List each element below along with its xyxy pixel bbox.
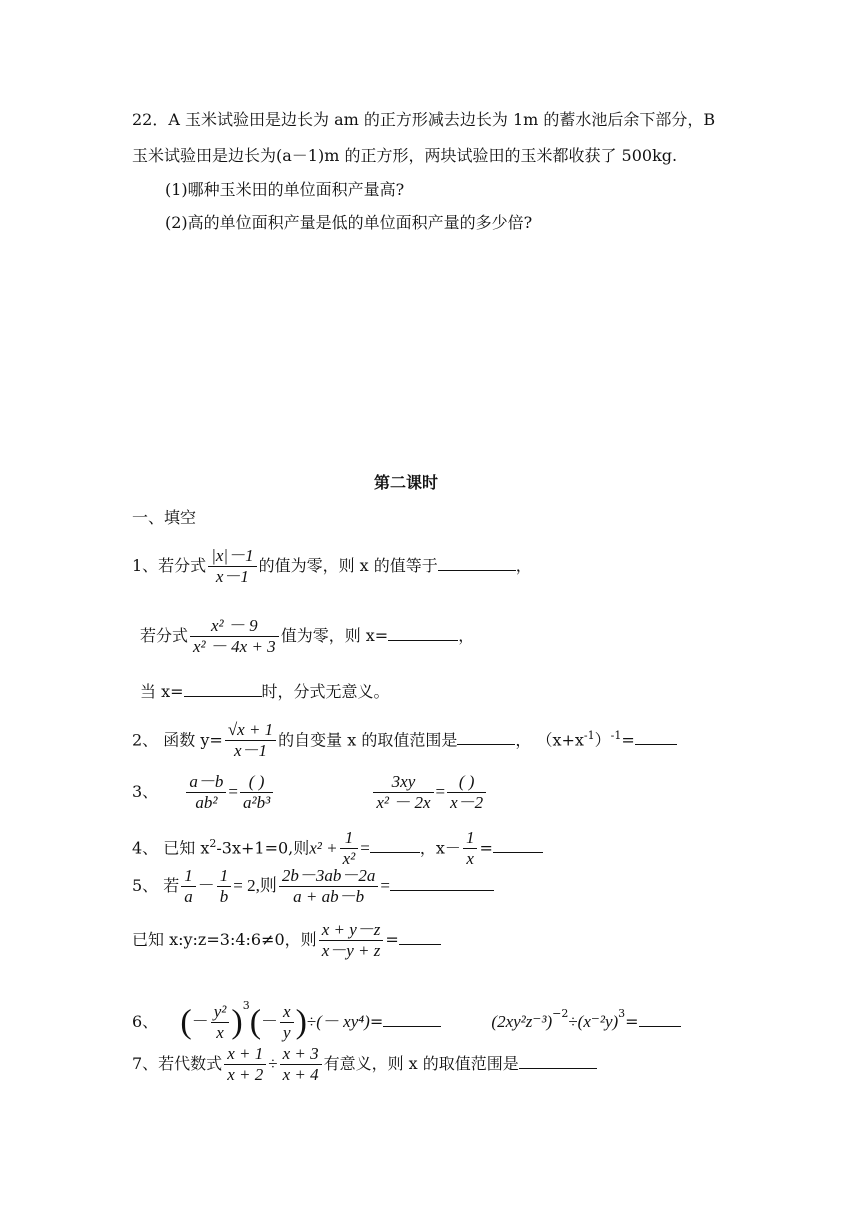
q6-f2-denominator: y xyxy=(283,1023,291,1042)
q7-line xyxy=(132,1042,597,1086)
q6-fraction1 xyxy=(211,1002,230,1043)
q4-f-denominator: x² xyxy=(342,849,356,869)
q3-f3-denominator: x² － 2x xyxy=(376,793,431,812)
q5b-answer-blank[interactable] xyxy=(399,928,441,945)
q5-denominator: a + ab－b xyxy=(293,887,365,906)
problem-22-question1: (1)哪种玉米田的单位面积产量高? xyxy=(165,180,405,199)
q7-prefix: 7、若代数式 xyxy=(132,1054,223,1073)
q4-eq2: = xyxy=(479,838,493,858)
q5-numerator: 2b－3ab－2a xyxy=(279,866,379,887)
q3-f1-denominator: ab² xyxy=(195,793,218,812)
q3-fraction4 xyxy=(447,772,486,813)
problem-22-question2: (2)高的单位面积产量是低的单位面积产量的多少倍? xyxy=(165,213,533,232)
q6-minus: － xyxy=(191,1012,209,1031)
q3-f1-numerator: a－b xyxy=(186,772,226,793)
q5-minus: － xyxy=(197,876,215,895)
q4-expr2: x－ xyxy=(435,838,461,858)
problem-22-line1: 22．A 玉米试验田是边长为 am 的正方形减去边长为 1m 的蓄水池后余下部分，B xyxy=(132,110,716,129)
q6-eq2: = xyxy=(625,1012,639,1031)
q5b-line xyxy=(132,918,441,962)
q2-fraction xyxy=(225,720,276,761)
q5-answer-blank[interactable] xyxy=(390,874,494,891)
q4-mid: -3x+1=0,则 xyxy=(216,838,310,858)
q1-numerator: |x|－1 xyxy=(208,546,256,567)
q1-answer-blank3[interactable] xyxy=(184,680,262,697)
q6-f1-numerator: y² xyxy=(211,1002,230,1023)
q1-suffix: 的值为零，则 x 的值等于 xyxy=(258,556,438,575)
q5b-prefix: 已知 x:y:z=3:4:6≠0，则 xyxy=(132,930,317,949)
q1-fraction2 xyxy=(190,616,279,657)
q1-denominator2: x² － 4x + 3 xyxy=(193,637,276,656)
q1-answer-blank2[interactable] xyxy=(388,624,458,641)
q4-eq: = xyxy=(360,838,370,858)
q2-mid: ， （x+x xyxy=(515,730,584,750)
q6-f2-numerator: x xyxy=(280,1002,294,1023)
q1-numerator2: x² － 9 xyxy=(190,616,279,637)
q6-label: 6、 xyxy=(132,1012,159,1031)
q3-fraction3 xyxy=(373,772,433,813)
q3-fraction2 xyxy=(240,772,273,813)
q2-exp2: -1 xyxy=(610,729,622,742)
q7-f2-denominator: x + 4 xyxy=(282,1065,319,1084)
q6-expr2: (2xy²z⁻³) xyxy=(491,1012,553,1031)
q7-answer-blank[interactable] xyxy=(519,1052,597,1069)
q2-eq: = xyxy=(621,730,635,750)
q1-answer-blank[interactable] xyxy=(438,554,516,571)
section-heading-fill: 一、填空 xyxy=(132,508,197,527)
q6-eq: = xyxy=(369,1012,384,1031)
q1-line2-end: ， xyxy=(458,626,475,645)
q3-fraction1 xyxy=(186,772,226,813)
q1-end: ， xyxy=(515,556,532,575)
q6-answer-blank[interactable] xyxy=(383,1010,441,1027)
q6-div: ÷ xyxy=(306,1012,317,1031)
q1-line2-suffix: 值为零，则 x= xyxy=(280,626,389,645)
q5b-denominator: x－y + z xyxy=(321,941,381,960)
q5-a-denominator: a xyxy=(184,887,193,906)
q1-line3-prefix: 当 x= xyxy=(140,682,184,701)
q4-answer-blank2[interactable] xyxy=(493,836,543,853)
q2-answer-blank2[interactable] xyxy=(635,728,677,745)
q5b-eq: = xyxy=(385,930,399,949)
q6-exp-neg2: −2 xyxy=(552,1007,569,1020)
q5-frac-b xyxy=(217,866,232,907)
q7-f2-numerator: x + 3 xyxy=(280,1044,322,1065)
q3-f2-numerator: ( ) xyxy=(240,772,273,793)
q1-line2-prefix: 若分式 xyxy=(140,626,189,645)
q7-f1-denominator: x + 2 xyxy=(227,1065,264,1084)
q6-term2: (x⁻²y) xyxy=(577,1012,619,1031)
q3-eq1: = xyxy=(228,782,238,801)
q5-b-denominator: b xyxy=(219,887,229,906)
q4-answer-blank[interactable] xyxy=(370,836,420,853)
q6-exp3: 3 xyxy=(242,999,250,1012)
q6-line: 6、 (－ $\frac{\text{y²}}{x}$ )$^3$(－ $\frac{x}{y}$ )÷(－ $xy^4)= (2xy^2z^{-3})^{-2}\div(x^{-2}y)^3=$ xyxy=(132,984,681,1045)
q2-line xyxy=(132,714,677,762)
q2-denominator: x－1 xyxy=(233,741,268,761)
q6-f1-denominator: x xyxy=(216,1023,224,1042)
q3-eq2: = xyxy=(435,782,446,801)
q3-f4-numerator: ( ) xyxy=(447,772,486,793)
q4-f2-numerator: 1 xyxy=(463,828,478,849)
q6-fraction2 xyxy=(280,1002,294,1043)
q7-suffix: 有意义，则 x 的取值范围是 xyxy=(323,1054,519,1073)
q6-minus2: － xyxy=(261,1012,279,1031)
q2-prefix: 2、 函数 y= xyxy=(132,730,223,750)
q4-prefix: 4、 已知 x xyxy=(132,838,210,858)
q7-f1-numerator: x + 1 xyxy=(224,1044,266,1065)
q1-line1 xyxy=(132,544,532,588)
q6-answer-blank2[interactable] xyxy=(639,1010,681,1027)
q6-term: (－ xy⁴) xyxy=(316,1012,370,1031)
q7-div: ÷ xyxy=(268,1054,278,1073)
q4-line: 4、 已知 $x^2-3x+1=0$,则x² + $\frac{1}{\text{x²}}$ = ，x－ $\frac{1}{x}$ = xyxy=(132,822,543,870)
q1-line3-suffix: 时，分式无意义。 xyxy=(261,682,390,701)
q2-suffix: 的自变量 x 的取值范围是 xyxy=(278,730,458,750)
q3-f2-denominator: a²b³ xyxy=(242,793,271,812)
q7-fraction1 xyxy=(224,1044,266,1085)
q4-f-numerator: 1 xyxy=(340,828,359,849)
q1-line2 xyxy=(140,614,474,658)
q4-comma: ， xyxy=(419,838,436,858)
q3-line xyxy=(132,770,488,814)
q2-close: ） xyxy=(594,730,611,750)
q5-prefix: 5、 若 xyxy=(132,876,180,895)
q1-fraction xyxy=(208,546,256,587)
q4-f2-denominator: x xyxy=(466,849,474,869)
q3-f4-denominator: x－2 xyxy=(450,793,484,812)
q1-denominator: x－1 xyxy=(215,567,249,586)
q5-frac-a xyxy=(181,866,196,907)
section-title: 第二课时 xyxy=(374,473,439,492)
q5-fraction xyxy=(279,866,379,907)
q2-exp1: -1 xyxy=(583,729,595,742)
q5b-fraction xyxy=(319,920,384,961)
q1-prefix: 1、若分式 xyxy=(132,556,207,575)
q6-exp-3: 3 xyxy=(618,1007,626,1020)
q5-a-numerator: 1 xyxy=(181,866,196,887)
q5-line xyxy=(132,864,494,908)
q3-label: 3、 xyxy=(132,782,159,801)
problem-22-line2: 玉米试验田是边长为(a－1)m 的正方形，两块试验田的玉米都收获了 500kg. xyxy=(132,146,678,165)
q4-expr: x² + xyxy=(309,838,338,858)
q3-f3-numerator: 3xy xyxy=(373,772,433,793)
q5-b-numerator: 1 xyxy=(217,866,232,887)
q2-answer-blank[interactable] xyxy=(457,728,515,745)
q5-eq: = xyxy=(380,876,390,895)
q2-numerator: √x + 1 xyxy=(225,720,276,741)
q1-line3 xyxy=(140,680,390,702)
q6-div2: ÷ xyxy=(568,1012,578,1031)
q5-condition: = 2,则 xyxy=(233,876,277,895)
q5b-numerator: x + y－z xyxy=(319,920,384,941)
q7-fraction2 xyxy=(280,1044,322,1085)
